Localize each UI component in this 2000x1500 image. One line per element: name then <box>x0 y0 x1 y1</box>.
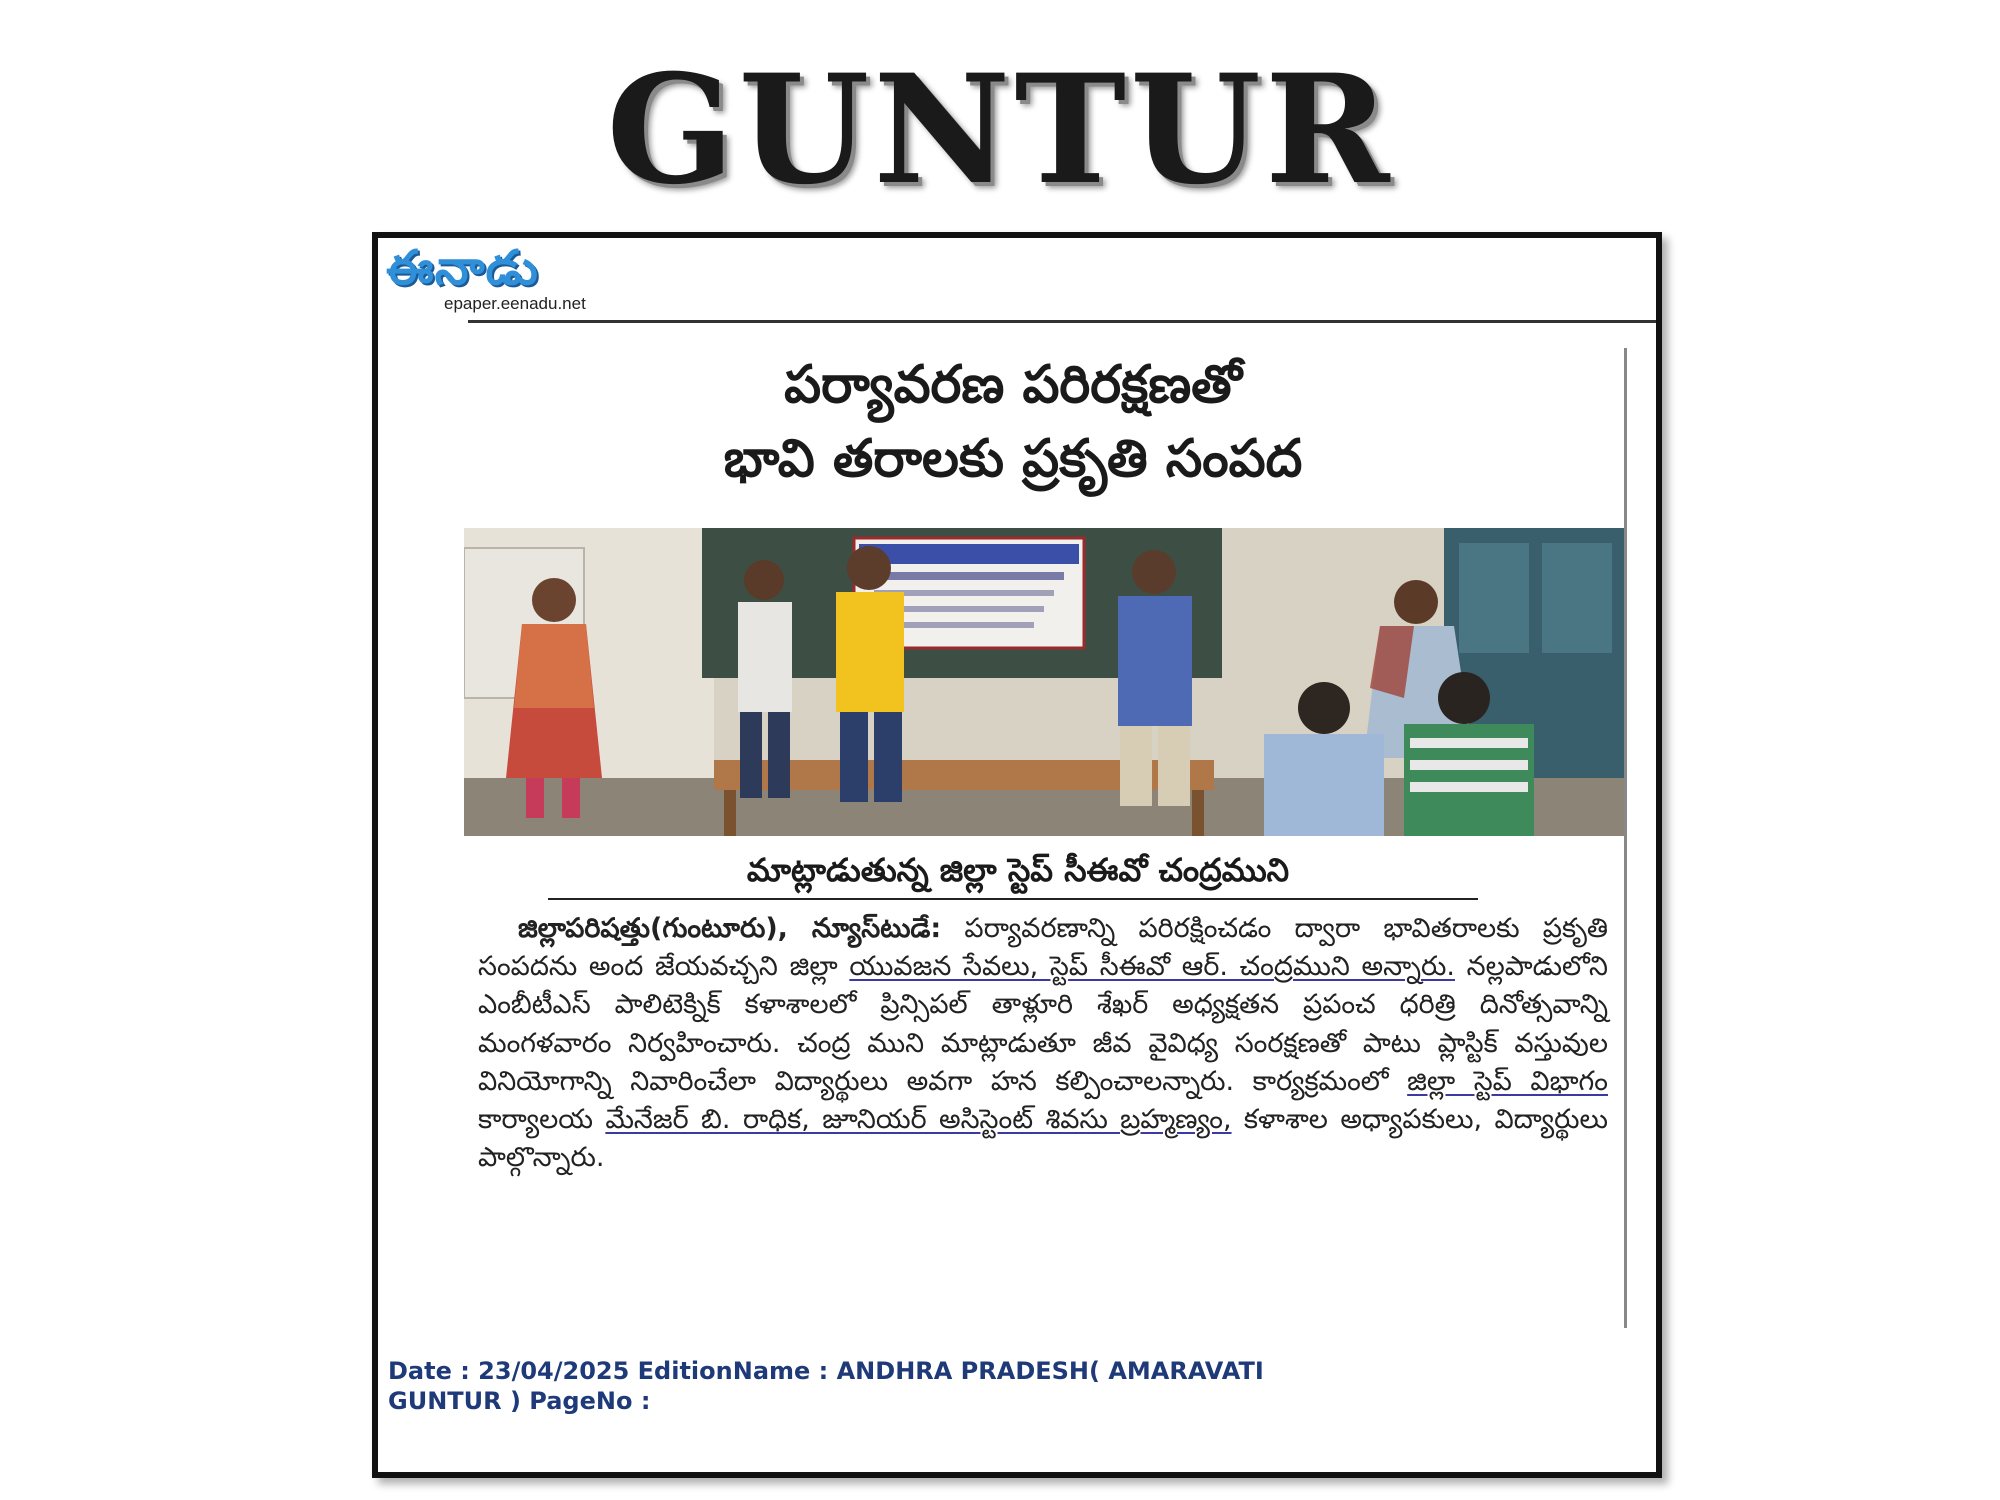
column-rule <box>1624 348 1627 1328</box>
article-photo <box>464 528 1624 836</box>
caption-rule <box>548 898 1478 900</box>
article-dateline: జిల్లాపరిషత్తు(గుంటూరు), న్యూస్‌టుడే: <box>518 913 942 944</box>
article-highlight-3: మేనేజర్ బి. రాధిక, జూనియర్ అసిస్టెంట్ శివసు బ్రహ్మణ్యం, <box>605 1104 1232 1136</box>
eenadu-logo: ఈనాడు <box>386 240 539 296</box>
article-body <box>478 910 1608 1177</box>
article-headline <box>458 348 1568 496</box>
photo-illustration <box>464 528 1624 836</box>
masthead <box>386 242 706 322</box>
article-text-2: నల్లపాడులోని ఎంబీటీఎస్ పాలిటెక్నిక్ కళాశాలలో ప్రిన్సిపల్ తాళ్లూరి శేఖర్ అధ్యక్షతన ప్రపంచ ధరిత్రి దినోత్సవాన్ని మంగళవారం నిర్వహించారు. చంద్ర ముని మాట్లాడుతూ జీవ వైవిధ్య సంరక్షణతో పాటు ప్లాస్టిక్ వస్తువుల వినియోగాన్ని నివారించేలా విద్యార్థులు అవగా హన కల్పించాలన్నారు. కార్యక్రమంలో <box>478 951 1609 1097</box>
footer-line-1: Date : 23/04/2025 EditionName : ANDHRA PRADESH( AMARAVATI <box>388 1357 1264 1385</box>
photo-caption: మాట్లాడుతున్న జిల్లా స్టెప్ సీఈవో చంద్రముని <box>746 851 1290 889</box>
masthead-url: epaper.eenadu.net <box>444 294 586 313</box>
article-highlight-2: జిల్లా స్టెప్ విభాగం <box>1407 1065 1608 1097</box>
edition-footer <box>388 1356 1628 1416</box>
newspaper-clipping <box>372 232 1662 1478</box>
headline-line-2: భావి తరాలకు ప్రకృతి సంపద <box>723 429 1303 489</box>
article-text-4: కళాశాల అధ్యాపకులు, విద్యార్థులు పాల్గొన్నారు. <box>478 1104 1608 1174</box>
headline-line-1: పర్యావరణ పరిరక్షణతో <box>784 355 1242 415</box>
article-text-3: కార్యాలయ <box>478 1104 606 1136</box>
slide-title: GUNTUR <box>606 42 1394 218</box>
footer-line-2: GUNTUR ) PageNo : <box>388 1387 651 1415</box>
article-text-1: పర్యావరణాన్ని పరిరక్షించడం ద్వారా భావితరాలకు ప్రకృతి సంపదను అంద జేయవచ్చని జిల్లా <box>478 913 1609 983</box>
article-highlight-1: యువజన సేవలు, స్టెప్ సీఈవో ఆర్. చంద్రముని అన్నారు. <box>849 951 1455 983</box>
masthead-rule <box>468 320 1658 323</box>
